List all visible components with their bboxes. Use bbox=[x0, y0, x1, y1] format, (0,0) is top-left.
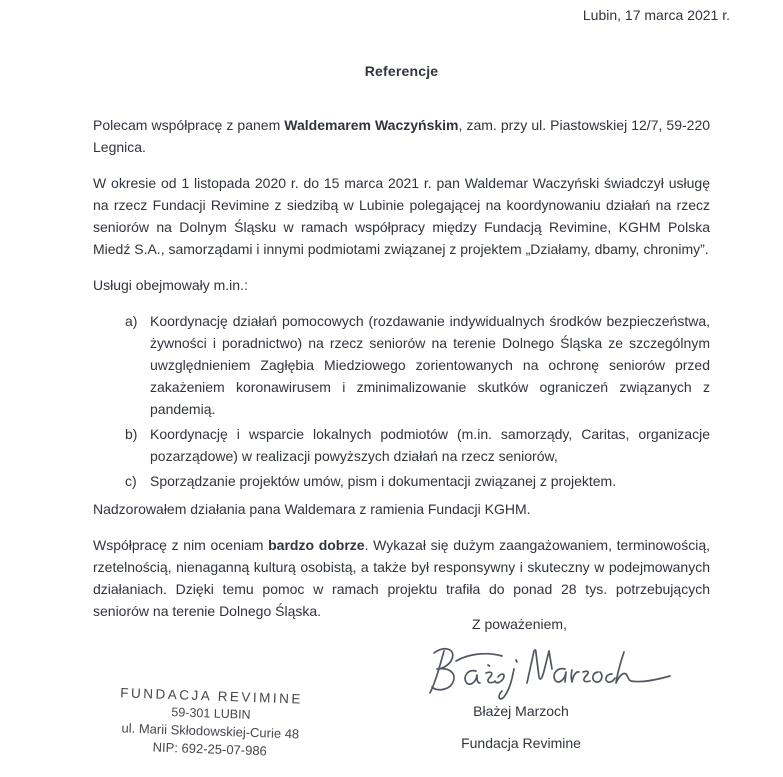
list-item-label: c) bbox=[125, 473, 137, 489]
paragraph-evaluation-rest: . Wykazał się dużym zaangażowaniem, terminowością, rzetelnością, nienaganną kulturą osobistą, a także był responsywny i skuteczny w podejmowanych działaniach. Dzięki temu pomoc w ramach projektu trafiła do ponad 28 tys. potrzebujących seniorów na terenie Dolnego Śląska. bbox=[93, 537, 711, 619]
paragraph-engagement-period: W okresie od 1 listopada 2020 r. do 15 marca 2021 r. pan Waldemar Waczyński świadczył usługę na rzecz Fundacji Revimine z siedzibą w Lubinie polegającej na koordynowaniu działań na rzecz seniorów na Dolnym Śląsku w ramach współpracy między Fundacją Revimine, KGHM Polska Miedź S.A., samorządami i innymi podmiotami związanej z projektem „Działamy, dbamy, chronimy”. bbox=[93, 175, 710, 257]
services-list bbox=[93, 310, 710, 492]
list-item-text: Koordynację i wsparcie lokalnych podmiotów (m.in. samorządy, Caritas, organizacje pozarządowe) w realizacji powyższych działań na rzecz seniorów, bbox=[150, 426, 710, 464]
list-item-text: Sporządzanie projektów umów, pism i dokumentacji związanej z projektem. bbox=[150, 473, 617, 489]
services-intro: Usługi obejmowały m.in.: bbox=[93, 277, 248, 293]
list-item bbox=[93, 423, 710, 467]
company-stamp bbox=[110, 683, 312, 760]
recommended-person-name: Waldemarem Waczyńskim bbox=[284, 117, 459, 133]
valediction: Z poważeniem, bbox=[472, 616, 567, 632]
page-title: Referencje bbox=[364, 63, 439, 79]
paragraph-recommendation bbox=[93, 114, 710, 158]
stamp-street-address: ul. Marii Skłodowskiej-Curie 48 bbox=[121, 720, 300, 742]
stamp-postal-city: 59-301 LUBIN bbox=[171, 705, 251, 722]
list-item bbox=[93, 310, 710, 420]
date-line: Lubin, 17 marca 2021 r. bbox=[582, 7, 730, 23]
stamp-company-name: FUNDACJA REVIMINE bbox=[120, 685, 304, 707]
evaluation-grade: bardzo dobrze bbox=[268, 537, 365, 553]
list-item-label: b) bbox=[125, 426, 138, 442]
stamp-nip-number: NIP: 692-25-07-986 bbox=[152, 739, 268, 759]
list-item-label: a) bbox=[125, 313, 138, 329]
paragraph-evaluation-text: Współpracę z nim oceniam bbox=[93, 537, 269, 553]
paragraph-recommendation-rest: , zam. przy ul. Piastowskiej 12/7, 59-220 Legnica. bbox=[93, 117, 711, 155]
list-item bbox=[93, 470, 710, 492]
signer-name: Błażej Marzoch bbox=[473, 703, 569, 719]
paragraph-recommendation-text: Polecam współpracę z panem bbox=[93, 117, 285, 133]
list-item-text: Koordynację działań pomocowych (rozdawanie indywidualnych środków bezpieczeństwa, żywności i poradnictwo) na rzecz seniorów na terenie Dolnego Śląska ze szczególnym uwzględnieniem Zagłębia Miedziowego zorientowanych na ochronę seniorów przed zakażeniem koronawirusem i zminimalizowanie skutków ograniczeń związanych z pandemią. bbox=[150, 313, 710, 417]
signature-icon bbox=[424, 641, 674, 705]
paragraph-supervision: Nadzorowałem działania pana Waldemara z ramienia Fundacji KGHM. bbox=[93, 501, 531, 517]
paragraph-evaluation bbox=[93, 534, 710, 622]
signer-organization: Fundacja Revimine bbox=[461, 735, 581, 751]
handwritten-signature bbox=[424, 641, 674, 705]
